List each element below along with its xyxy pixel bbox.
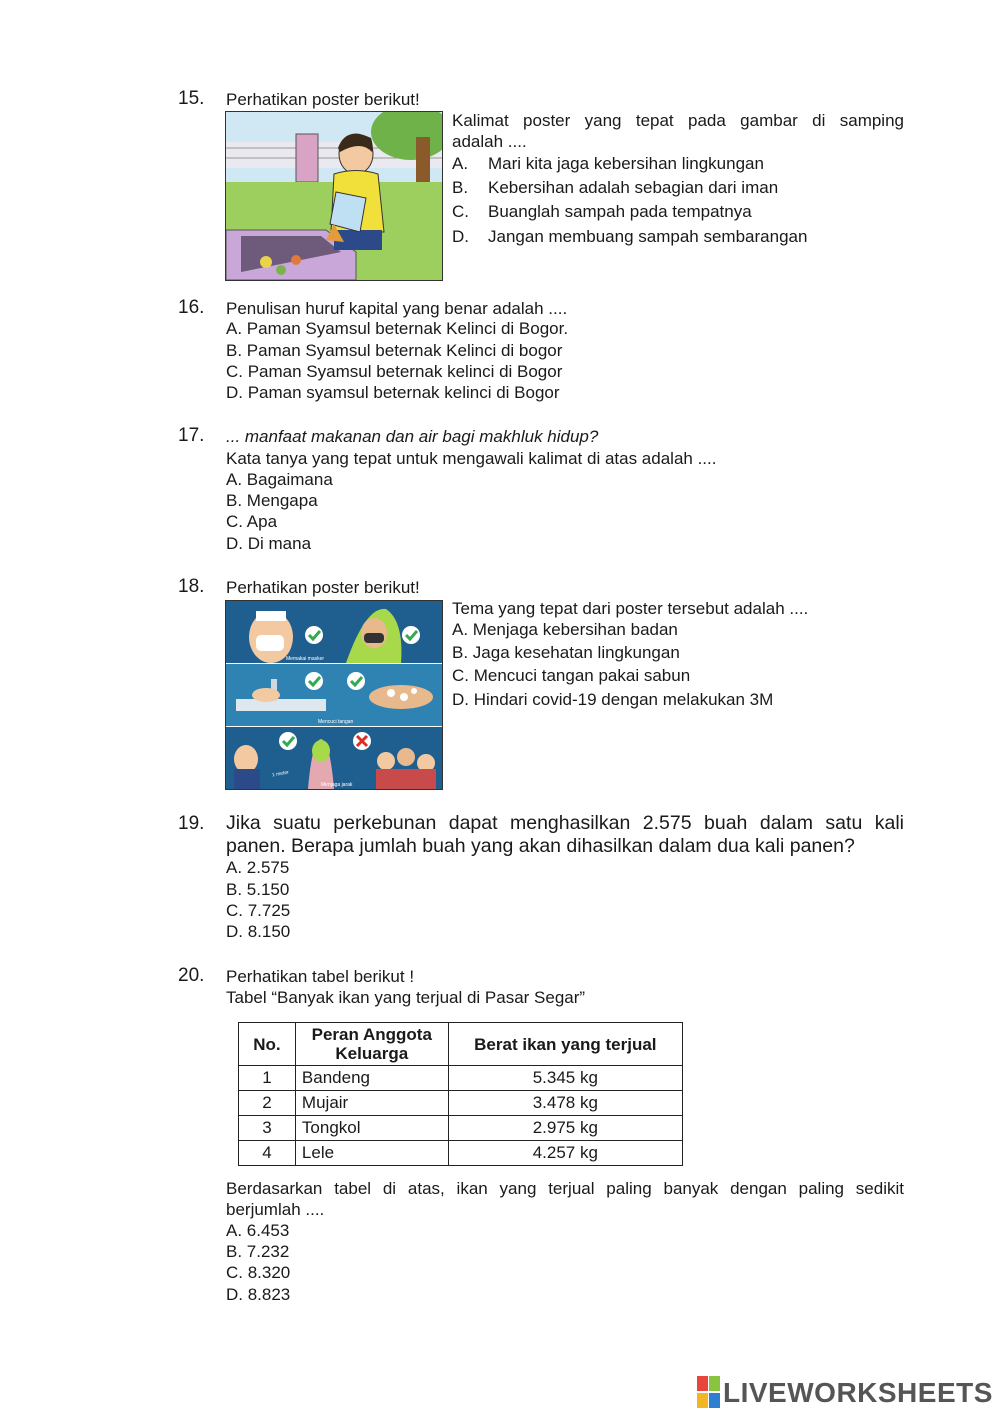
q19-line2: panen. Berapa jumlah buah yang akan dihasilkan dalam dua kali panen? bbox=[226, 835, 855, 857]
table-row bbox=[239, 1066, 683, 1091]
liveworksheets-logo-icon bbox=[697, 1376, 721, 1410]
fish-sales-table bbox=[238, 1022, 683, 1166]
q20-stem-line1: Berdasarkan tabel di atas, ikan yang terjual paling banyak dengan paling sedikit bbox=[226, 1179, 904, 1198]
q20-table-title: Tabel “Banyak ikan yang terjual di Pasar Segar” bbox=[226, 988, 586, 1007]
q20-option-a[interactable]: A. 6.453 bbox=[226, 1221, 290, 1240]
3m-covid-poster-illustration bbox=[226, 601, 442, 789]
option-text: Jangan membuang sampah sembarangan bbox=[488, 227, 808, 246]
q18-option-b[interactable]: B. Jaga kesehatan lingkungan bbox=[452, 643, 680, 662]
header-role-line1: Peran Anggota bbox=[311, 1025, 432, 1044]
q18-poster-image bbox=[225, 600, 443, 790]
q16-number: 16. bbox=[178, 297, 205, 318]
liveworksheets-logo-text: LIVEWORKSHEETS bbox=[723, 1377, 993, 1408]
cell-fish: Tongkol bbox=[295, 1116, 448, 1141]
q17-option-b[interactable]: B. Mengapa bbox=[226, 491, 318, 510]
q20-stem-line2: berjumlah .... bbox=[226, 1200, 325, 1219]
option-letter: A. bbox=[452, 154, 469, 173]
q17-option-c[interactable]: C. Apa bbox=[226, 512, 278, 531]
q20-number: 20. bbox=[178, 965, 205, 986]
trash-poster-illustration bbox=[226, 112, 442, 280]
q16-option-b[interactable]: B. Paman Syamsul beternak Kelinci di bogor bbox=[226, 341, 563, 360]
q16-prompt: Penulisan huruf kapital yang benar adalah .... bbox=[226, 299, 568, 318]
header-role-line2: Keluarga bbox=[335, 1044, 409, 1063]
cell-fish: Lele bbox=[295, 1141, 448, 1166]
q17-option-a[interactable]: A. Bagaimana bbox=[226, 470, 333, 489]
q18-option-c[interactable]: C. Mencuci tangan pakai sabun bbox=[452, 666, 691, 685]
option-text: Buanglah sampah pada tempatnya bbox=[488, 202, 752, 221]
q19-option-b[interactable]: B. 5.150 bbox=[226, 880, 290, 899]
q15-option-a[interactable] bbox=[452, 153, 764, 174]
q16-option-a[interactable]: A. Paman Syamsul beternak Kelinci di Bogor. bbox=[226, 319, 569, 338]
q15-poster-image bbox=[225, 111, 443, 281]
q20-option-d[interactable]: D. 8.823 bbox=[226, 1285, 291, 1304]
q15-option-b[interactable] bbox=[452, 177, 778, 198]
cell-no: 2 bbox=[239, 1091, 296, 1116]
q16-option-c[interactable]: C. Paman Syamsul beternak kelinci di Bogor bbox=[226, 362, 563, 381]
cell-no: 4 bbox=[239, 1141, 296, 1166]
table-row bbox=[239, 1091, 683, 1116]
q18-number: 18. bbox=[178, 576, 205, 597]
q19-option-c[interactable]: C. 7.725 bbox=[226, 901, 291, 920]
option-letter: C. bbox=[452, 202, 469, 221]
option-letter: B. bbox=[452, 178, 469, 197]
q17-prompt-italic: ... manfaat makanan dan air bagi makhluk hidup? bbox=[226, 427, 599, 446]
cell-no: 1 bbox=[239, 1066, 296, 1091]
q17-prompt: Kata tanya yang tepat untuk mengawali kalimat di atas adalah .... bbox=[226, 449, 717, 468]
q18-prompt: Perhatikan poster berikut! bbox=[226, 578, 420, 597]
cell-fish: Mujair bbox=[295, 1091, 448, 1116]
q15-number: 15. bbox=[178, 88, 205, 109]
table-row bbox=[239, 1116, 683, 1141]
poster-caption-mask: Memakai masker bbox=[286, 656, 325, 662]
q18-option-a[interactable]: A. Menjaga kebersihan badan bbox=[452, 620, 678, 639]
option-text: Mari kita jaga kebersihan lingkungan bbox=[488, 154, 764, 173]
cell-no: 3 bbox=[239, 1116, 296, 1141]
q15-stem-line1: Kalimat poster yang tepat pada gambar di samping bbox=[452, 111, 904, 130]
q15-option-d[interactable] bbox=[452, 226, 807, 247]
q18-option-d[interactable]: D. Hindari covid-19 dengan melakukan 3M bbox=[452, 690, 774, 709]
q15-option-c[interactable] bbox=[452, 201, 752, 222]
table-header-row bbox=[239, 1023, 683, 1066]
liveworksheets-logo[interactable] bbox=[697, 1376, 993, 1410]
poster-caption-distance: Menjaga jarak bbox=[321, 782, 353, 788]
q20-option-b[interactable]: B. 7.232 bbox=[226, 1242, 290, 1261]
table-row bbox=[239, 1141, 683, 1166]
q19-option-a[interactable]: A. 2.575 bbox=[226, 858, 290, 877]
q15-prompt: Perhatikan poster berikut! bbox=[226, 90, 420, 109]
poster-caption-meter: 1 meter bbox=[271, 769, 290, 779]
cell-weight: 4.257 kg bbox=[448, 1141, 682, 1166]
q17-number: 17. bbox=[178, 425, 205, 446]
q19-option-d[interactable]: D. 8.150 bbox=[226, 922, 291, 941]
q20-option-c[interactable]: C. 8.320 bbox=[226, 1263, 291, 1282]
header-no: No. bbox=[239, 1023, 296, 1066]
header-role bbox=[295, 1023, 448, 1066]
q16-option-d[interactable]: D. Paman syamsul beternak kelinci di Bogor bbox=[226, 383, 560, 402]
cell-weight: 2.975 kg bbox=[448, 1116, 682, 1141]
cell-fish: Bandeng bbox=[295, 1066, 448, 1091]
q19-number: 19. bbox=[178, 813, 205, 834]
option-text: Kebersihan adalah sebagian dari iman bbox=[488, 178, 779, 197]
cell-weight: 3.478 kg bbox=[448, 1091, 682, 1116]
q20-prompt: Perhatikan tabel berikut ! bbox=[226, 967, 415, 986]
q19-line1: Jika suatu perkebunan dapat menghasilkan 2.575 buah dalam satu kali bbox=[226, 812, 904, 834]
cell-weight: 5.345 kg bbox=[448, 1066, 682, 1091]
option-letter: D. bbox=[452, 227, 469, 246]
poster-caption-handwash: Mencuci tangan bbox=[318, 719, 354, 725]
q17-option-d[interactable]: D. Di mana bbox=[226, 534, 312, 553]
q18-stem: Tema yang tepat dari poster tersebut adalah .... bbox=[452, 599, 809, 618]
q15-stem-line2: adalah .... bbox=[452, 132, 527, 151]
header-weight: Berat ikan yang terjual bbox=[448, 1023, 682, 1066]
